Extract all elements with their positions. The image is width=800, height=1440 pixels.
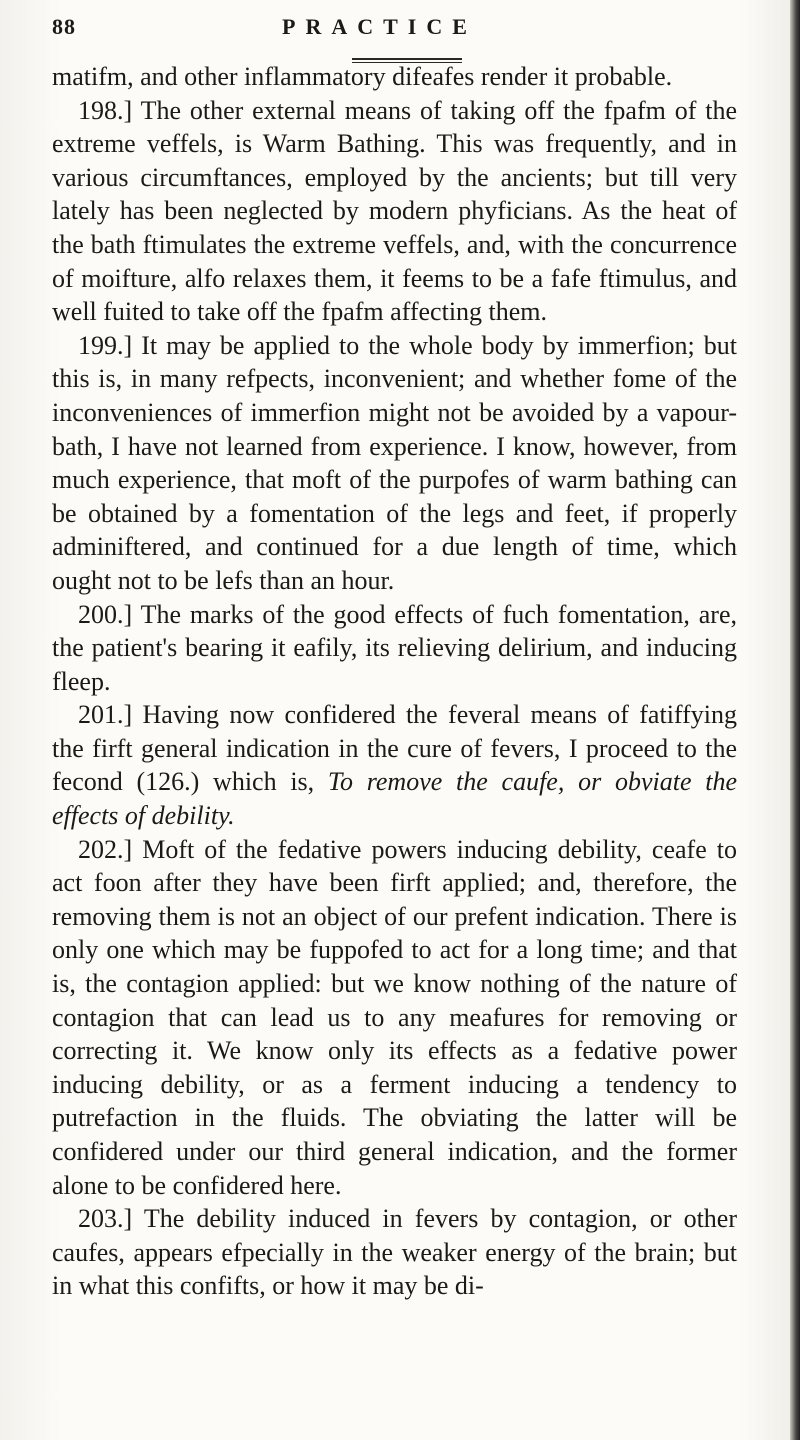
page-edge-shadow — [790, 0, 800, 1440]
paragraph-text: The debility induced in fevers by contagion, or other caufes, appears efpecially in the weaker energy of the brain; but in what this confifts, or how it may be di- — [52, 1204, 737, 1301]
section-number: 200.] — [78, 599, 133, 629]
paragraph-text: Having now confidered the feveral means of fatiffying the firft general indication in the cure of fevers, I proceed to the fecond (126.) which is, — [52, 700, 737, 797]
paragraph-italic-text: To remove the caufe, or obviate the effects of debility. — [52, 767, 737, 831]
section-number: 201.] — [78, 700, 133, 730]
paragraph-198 — [52, 94, 737, 329]
paragraph-203 — [52, 1202, 737, 1303]
page-number: 88 — [52, 14, 76, 39]
body-text — [52, 60, 737, 1303]
paragraph-text: matifm, and other inflammatory difeafes render it probable. — [52, 62, 673, 91]
page-header — [52, 14, 740, 54]
section-number: 198.] — [78, 95, 133, 125]
section-number: 203.] — [78, 1204, 133, 1234]
paragraph-text: The other external means of taking off the fpafm of the extreme veffels, is Warm Bathing. This was frequently, and in various circumftances, employed by the ancients; but till very lately has been neglected by modern phyficians. As the heat of the bath ftimulates the extreme veffels, and, with the concurrence of moifture, alfo relaxes them, it feems to be a fafe ftimulus, and well fuited to take off the fpafm affecting them. — [52, 95, 737, 327]
paragraph-202 — [52, 833, 737, 1203]
paragraph-201 — [52, 698, 737, 832]
section-number: 199.] — [78, 330, 133, 360]
paragraph-text: It may be applied to the whole body by immerfion; but this is, in many refpects, inconvenient; and whether fome of the inconveniences of immerfion might not be avoided by a vapour-bath, I have not learned from experience. I know, however, from much experience, that moft of the purpofes of warm bathing can be obtained by a fomentation of the legs and feet, if properly adminiftered, and continued for a due length of time, which ought not to be lefs than an hour. — [52, 330, 737, 595]
paragraph-text: Moft of the fedative powers inducing debility, ceafe to act foon after they have been firft applied; and, therefore, the removing them is not an object of our prefent indication. There is only one which may be fuppofed to act for a long time; and that is, the contagion applied: but we know nothing of the nature of contagion that can lead us to any meafures for removing or correcting it. We know only its effects as a fedative power inducing debility, or as a ferment inducing a tendency to putrefaction in the fluids. The obviating the latter will be confidered under our third general indication, and the former alone to be confidered here. — [52, 834, 737, 1200]
running-head: PRACTICE — [282, 14, 477, 39]
section-number: 202.] — [78, 834, 133, 864]
paragraph-200 — [52, 598, 737, 699]
paragraph-text: The marks of the good effects of fuch fomentation, are, the patient's bearing it eafily, its relieving delirium, and inducing fleep. — [52, 599, 737, 696]
paragraph-continuation — [52, 60, 737, 94]
paragraph-199 — [52, 329, 737, 598]
